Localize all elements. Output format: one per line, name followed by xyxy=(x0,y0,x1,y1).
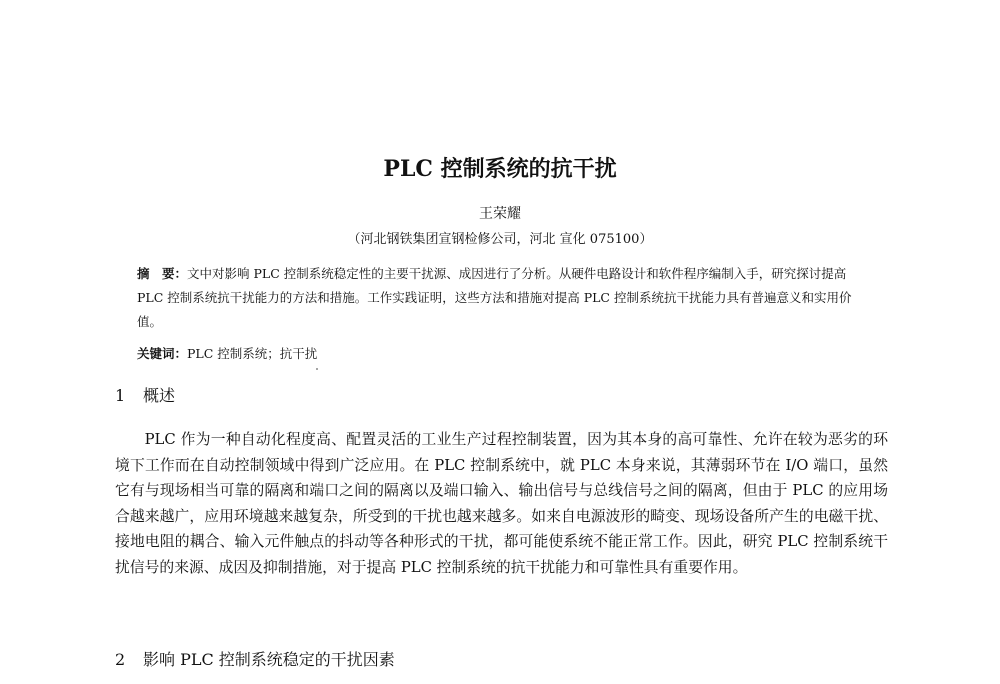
abstract xyxy=(137,262,867,334)
section-title: 影响 PLC 控制系统稳定的干扰因素 xyxy=(143,650,395,669)
author-affiliation: （河北钢铁集团宣钢检修公司，河北 宣化 075100） xyxy=(347,232,653,247)
author-name: 王荣耀 xyxy=(479,206,521,222)
abstract-text: 文中对影响 PLC 控制系统稳定性的主要干扰源、成因进行了分析。从硬件电路设计和软件程序编制入手，研究探讨提高 PLC 控制系统抗干扰能力的方法和措施。工作实践证明，这些方法和措施对提高 PLC 控制系统抗干扰能力具有普遍意义和实用价值。 xyxy=(137,266,852,329)
section-number: 2 xyxy=(115,650,126,669)
section-number: 1 xyxy=(115,386,126,405)
paper-title: PLC 控制系统的抗干扰 xyxy=(383,156,617,182)
abstract-label: 摘 要： xyxy=(137,266,188,281)
stray-dot xyxy=(316,368,318,370)
keywords-text: PLC 控制系统；抗干扰 xyxy=(187,346,318,361)
section-1-paragraph: PLC 作为一种自动化程度高、配置灵活的工业生产过程控制装置，因为其本身的高可靠性、允许在较为恶劣的环境下工作而在自动控制领域中得到广泛应用。在 PLC 控制系统中，就 PLC 本身来说，其薄弱环节在 I/O 端口，虽然它有与现场相当可靠的隔离和端口之间的隔离以及端口输入、输出信号与总线信号之间的隔离，但由于 PLC 的应用场合越来越广，应用环境越来越复杂，所受到的干扰也越来越多。如来自电源波形的畸变、现场设备所产生的电磁干扰、接地电阻的耦合、输入元件触点的抖动等各种形式的干扰，都可能使系统不能正常工作。因此，研究 PLC 控制系统干扰信号的来源、成因及抑制措施，对于提高 PLC 控制系统的抗干扰能力和可靠性具有重要作用。 xyxy=(115,431,888,576)
keywords xyxy=(137,342,867,366)
section-title: 概述 xyxy=(143,386,176,405)
section-heading-1 xyxy=(115,384,175,408)
section-heading-2 xyxy=(115,648,395,672)
keywords-label: 关键词： xyxy=(137,346,188,361)
